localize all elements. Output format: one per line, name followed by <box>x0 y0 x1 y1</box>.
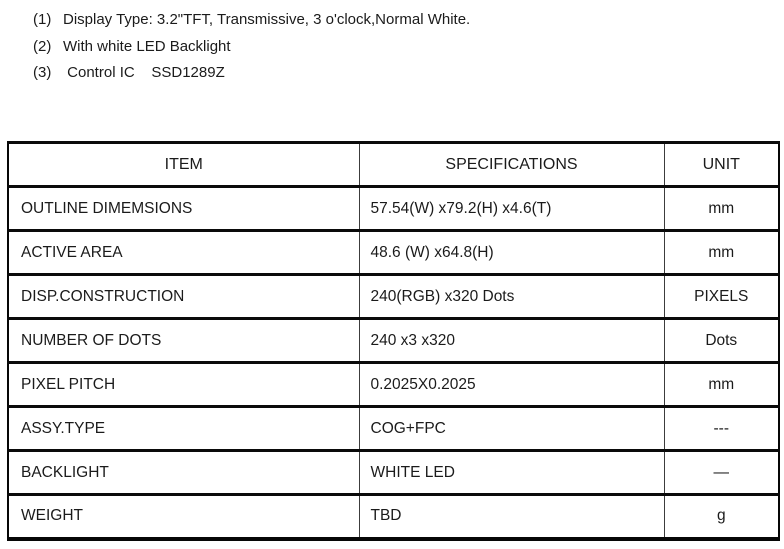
unit-cell: mm <box>664 231 779 275</box>
item-cell: PIXEL PITCH <box>8 363 359 407</box>
specification-cell: 0.2025X0.2025 <box>359 363 664 407</box>
note-line-3 <box>33 60 470 87</box>
table-row <box>8 407 779 451</box>
unit-cell: Dots <box>664 319 779 363</box>
note-text: Control IC SSD1289Z <box>63 64 225 81</box>
item-cell: DISP.CONSTRUCTION <box>8 275 359 319</box>
table-row <box>8 187 779 231</box>
table-header-row <box>8 143 779 187</box>
specification-cell: TBD <box>359 495 664 539</box>
item-cell: ACTIVE AREA <box>8 231 359 275</box>
table-row <box>8 319 779 363</box>
unit-cell: mm <box>664 187 779 231</box>
specification-cell: COG+FPC <box>359 407 664 451</box>
note-text: Display Type: 3.2"TFT, Transmissive, 3 o'clock,Normal White. <box>63 11 471 28</box>
unit-cell: — <box>664 451 779 495</box>
table-row <box>8 495 779 539</box>
table-row <box>8 231 779 275</box>
table-row <box>8 363 779 407</box>
specification-cell: WHITE LED <box>359 451 664 495</box>
column-header-item: ITEM <box>8 143 359 187</box>
item-cell: NUMBER OF DOTS <box>8 319 359 363</box>
note-line-2 <box>33 34 470 61</box>
note-number: (1) <box>33 11 52 28</box>
item-cell: OUTLINE DIMEMSIONS <box>8 187 359 231</box>
note-text: With white LED Backlight <box>63 37 231 55</box>
column-header-specifications: SPECIFICATIONS <box>359 143 664 187</box>
item-cell: WEIGHT <box>8 495 359 539</box>
specification-cell: 57.54(W) x79.2(H) x4.6(T) <box>359 187 664 231</box>
specification-cell: 48.6 (W) x64.8(H) <box>359 231 664 275</box>
notes-list <box>33 7 470 87</box>
item-cell: BACKLIGHT <box>8 451 359 495</box>
table-row <box>8 451 779 495</box>
unit-cell: g <box>664 495 779 539</box>
unit-cell: mm <box>664 363 779 407</box>
note-number: (2) <box>33 37 52 55</box>
table-row <box>8 275 779 319</box>
specification-cell: 240 x3 x320 <box>359 319 664 363</box>
note-number: (3) <box>33 64 52 81</box>
note-line-1 <box>33 7 470 34</box>
item-cell: ASSY.TYPE <box>8 407 359 451</box>
spec-table <box>7 141 780 541</box>
column-header-unit: UNIT <box>664 143 779 187</box>
specification-cell: 240(RGB) x320 Dots <box>359 275 664 319</box>
unit-cell: PIXELS <box>664 275 779 319</box>
unit-cell: --- <box>664 407 779 451</box>
